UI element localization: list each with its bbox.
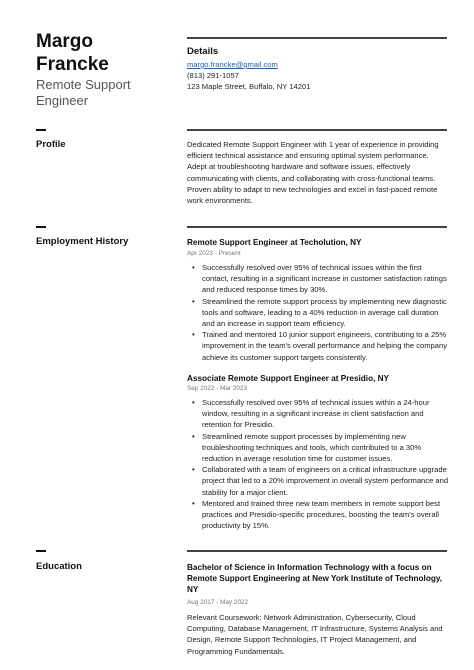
title-line-1: Remote Support (36, 77, 131, 92)
first-name: Margo (36, 31, 93, 52)
employment-right-divider (187, 226, 447, 228)
title-line-2: Engineer (36, 93, 89, 108)
degree-title: Bachelor of Science in Information Technology with a focus on Remote Support Engineering at New York Institute of Technology, NY (187, 563, 443, 594)
list-item: • Streamlined the remote support process by implementing new diagnostic tools and software, leading to a 40% reduction in average call duration and an increase in support team efficiency. (187, 296, 449, 330)
job-dates-presidio: Sep 2022 - Mar 2023 (187, 385, 248, 392)
coursework-text: Relevant Coursework: Network Administration, Cybersecurity, Cloud Computing, Database Management, IT Infrastructure, Systems Analysis and Design, Remote Support Technologies, IT Project Management, and Programming Fundamentals. (187, 613, 443, 656)
profile-heading: Profile (36, 139, 66, 150)
job-bullets-presidio (187, 397, 449, 531)
employment-left-divider (36, 226, 46, 228)
phone-number: (813) 291-1057 (187, 71, 239, 81)
employment-heading: Employment History (36, 236, 129, 247)
job-title-techolution: Remote Support Engineer at Techolution, NY (187, 238, 362, 247)
profile-text: Dedicated Remote Support Engineer with 1 year of experience in providing efficient technical assistance and ensuring optimal system performance. Adept at troubleshooting hardware and software issues, effectively communicating with clients, and collaborating with cross-functional teams. Proven ability to adapt to new technologies and excel in fast-paced remote work environments. (187, 140, 439, 206)
education-left-divider (36, 550, 46, 552)
profile-right-divider (187, 129, 447, 131)
list-item: • Successfully resolved over 95% of technical issues within the first contact, resulting in a significant increase in customer satisfaction ratings and reduced response times by 30%. (187, 262, 449, 296)
profile-left-divider (36, 129, 46, 131)
details-divider (187, 37, 447, 39)
education-heading: Education (36, 561, 82, 572)
candidate-title (36, 77, 131, 109)
candidate-name (36, 30, 109, 76)
details-heading: Details (187, 46, 219, 57)
job-bullets-techolution (187, 262, 449, 363)
list-item: • Successfully resolved over 95% of technical issues within a 24-hour window, resulting in a significant increase in client satisfaction and retention for Presidio. (187, 397, 449, 431)
education-dates: Aug 2017 - May 2022 (187, 599, 249, 606)
job-title-presidio: Associate Remote Support Engineer at Presidio, NY (187, 374, 390, 383)
contact-details (187, 59, 310, 93)
list-item: • Collaborated with a team of engineers on a critical infrastructure upgrade project that led to a 20% improvement in overall system performance and stability for a major client. (187, 464, 449, 498)
list-item: • Trained and mentored 10 junior support engineers, contributing to a 25% improvement in the team's overall performance and helping the company achieve its customer support targets consistently. (187, 329, 449, 363)
address: 123 Maple Street, Buffalo, NY 14201 (187, 82, 311, 92)
job-dates-techolution: Apr 2023 - Present (187, 250, 241, 257)
email-link[interactable]: margo.francke@gmail.com (187, 60, 278, 69)
list-item: • Streamlined remote support processes by implementing new troubleshooting techniques and tools, which contributed to a 30% reduction in average resolution time for customer issues. (187, 431, 449, 465)
last-name: Francke (36, 54, 109, 75)
list-item: • Mentored and trained three new team members in remote support best practices and Presidio-specific procedures, boosting the team's overall productivity by 15%. (187, 498, 449, 532)
education-right-divider (187, 550, 447, 552)
